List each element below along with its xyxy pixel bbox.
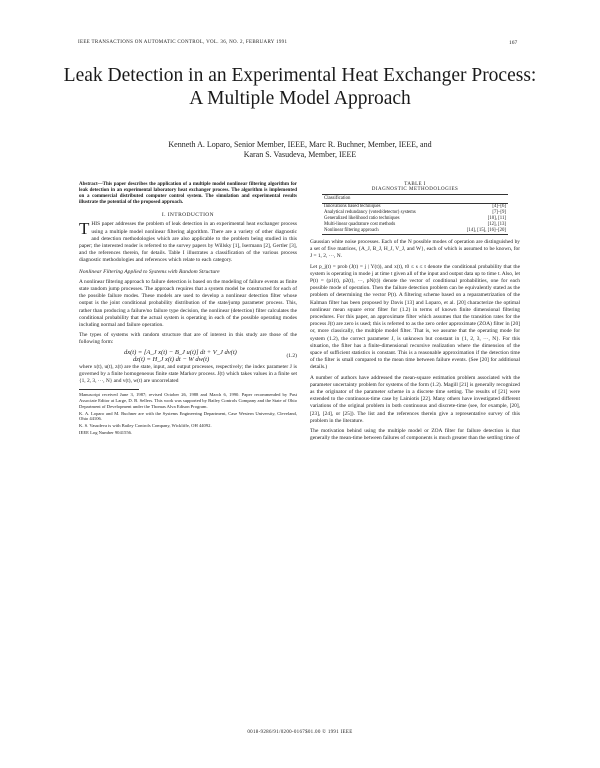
equation [79, 350, 297, 362]
introduction-heading: I. INTRODUCTION [161, 212, 215, 219]
equation-number: (1.2) [286, 352, 297, 359]
table-title: DIAGNOSTIC METHODOLOGIES [371, 187, 459, 192]
table-cell-method: Generalized likelihood ratio techniques [324, 216, 400, 221]
right-paragraph-3: A number of authors have addressed the mean-square estimation problem associated with the parameter uncertainty problem for systems of the form (1.2). Magill [21] is generally recognized as the originator of the parameter scheme in a discrete time setting. The results of [21] were extended to the continuous-time case by Lainiotis [22]. Many others have investigated different variations of the original problem in both continuous and discrete-time (see, for example, [20], [23], [24], or [25]). The list and the references therein give a representative survey of this problem in the literature. [310, 374, 520, 424]
left-column [79, 182, 297, 437]
subsection-paragraph-3: where x(t), u(t), z(t) are the state, input, and output processes, respectively; the index parameter J is governed by a finite homogeneous finite state Markov process. J(t) which takes values in a finite set {1, 2, 3, ···, N} and v(t), w(t) are uncorrelated [79, 363, 297, 385]
methodology-table [322, 194, 508, 235]
footnote-manuscript: Manuscript received June 3, 1987; revised October 26, 1988 and March 6, 1990. Paper recommended by Past Associate Editor at Large, D. B. Sellers. This work was supported by Bailey Controls Company and the State of Ohio Department of Development under the Thomas Alva Edison Program. [79, 392, 297, 409]
table-cell-method: Nonlinear filtering approach [322, 228, 450, 235]
paper-title: Leak Detection in an Experimental Heat Exchanger Process: A Multiple Model Approach [63, 65, 537, 109]
running-head: IEEE TRANSACTIONS ON AUTOMATIC CONTROL, VOL. 36, NO. 2, FEBRUARY 1991 [78, 40, 288, 45]
table-header-classification: Classification [322, 195, 450, 204]
table-cell-refs: [7]–[9] [492, 210, 506, 215]
introduction-paragraph [79, 221, 297, 264]
footnote-log-number: IEEE Log Number 9041556. [79, 430, 133, 436]
table-cell-method: Analytical redundancy (voted/detector) systems [324, 210, 416, 215]
footnote-affiliation-2: K. S. Vasudeva is with Bailey Controls Company, Wickliffe, OH 44092. [79, 423, 212, 429]
introduction-text: HIS paper addresses the problem of leak detection in an experimental heat exchanger process using a multiple model nonlinear filtering algorithm. There are a variety of other diagnostic and detection methodologies which are also applicable to the problem being studied in this paper; the interested reader is referred to the survey papers by Willsky [1], Isermann [2], Gertler [3], and the references therein, for details. Table I illustrates a classification of the various process diagnostic methodologies and references which relate to each category. [79, 221, 297, 264]
table-row [322, 228, 508, 235]
table-cell-method: Multi-linear quadrature cost methods [324, 222, 396, 227]
subsection-paragraph-1: A nonlinear filtering approach to failure detection is based on the modeling of failure events as finite state random jump processes. The approach requires that a system model be constructed for each of the possible failure modes. These models are used to develop a nonlinear detection filter whose output is the joint conditional probability distribution of the state/jump parameter process. This, rather than producing a failure/no failure type decision, the nonlinear (detection) filter calculates the conditional probability that the actual system is operating in each of the possible operating modes including normal and failure operation. [79, 278, 297, 329]
table-cell-refs: [10], [11] [487, 216, 506, 221]
author-line-2: Karan S. Vasudeva, Member, IEEE [243, 150, 357, 159]
right-paragraph-2: Let p_j(t) = prob (J(t) = j | Y(t)), and x(t), t0 ≤ s ≤ t denote the conditional probability that the system is operating in mode j at time t given all of the input and output data up to time t. Also, let P(t) = (p1(t), p2(t), ···, pN(t)) denote the vector of conditional probabilities, one for each possible mode of operation. Then the failure detection problem can be equivalently stated as the problem of determining the vector P(t). A filtering scheme based on a reparametrization of the Kalman filter has been proposed by Davis [13] and Loparo, et al. [20] characterize the optimal nonlinear mean square error filter for (1.2) in terms of known finite dimensional filtering procedures. For this paper, an approximate filter which assumes that the transition rates for the process J(t) are zero is used; this is referred to as the zero order approximate (ZOA) filter in [20] or, more classically, the multiple model filter. That is, we assume that the operating mode for system (1.2), the correct parameter J, is unknown but constant in {1, 2, 3, ···, N}. For this situation, the filter has a finite-dimensional recursive realization where the dimension of the space of sufficient statistics is constant. This is a reasonable approximation if the detection time of the filter is small compared to the mean time between failure events. (See [20] for additional details.) [310, 263, 520, 371]
table-header-row [322, 195, 508, 204]
drop-cap: T [79, 219, 90, 239]
author-line-1: Kenneth A. Loparo, Senior Member, IEEE, Marc R. Buchner, Member, IEEE, and [168, 140, 432, 149]
right-paragraph-1: Gaussian white noise processes. Each of the N possible modes of operation are distinguished by a set of five matrices, {A_J, B_J, H_J, V_J, and W}, each of which is assumed to be known, for J = 1, 2, ···, N. [310, 239, 520, 260]
subsection-heading: Nonlinear Filtering Applied to Systems with Random Structure [79, 268, 220, 275]
right-column [310, 182, 520, 445]
table-cell-refs: [12], [13] [487, 222, 506, 227]
copyright-footer: 0018-9286/91/0200-0167$01.00 © 1991 IEEE [247, 730, 353, 735]
subsection-paragraph-2: The types of systems with random structure that are of interest in this study are those of the following form: [79, 332, 297, 346]
table-cell-method: Innovations based techniques [324, 204, 381, 209]
footnote-affiliation-1: K. A. Loparo and M. Buchner are with the Systems Engineering Department, Case Western University, Cleveland, Ohio 44106. [79, 410, 297, 422]
table-header-refs [450, 195, 508, 204]
methodology-table-block [322, 182, 508, 235]
right-paragraph-4: The motivation behind using the multiple model or ZOA filter for failure detection is that generally the mean-time between failures of components is much greater than the settling time of [310, 428, 520, 442]
equation-line-1: dx(t) = [A_J x(t) − B_J u(t)] dt + V_J dv(t) [124, 348, 237, 356]
abstract: Abstract—This paper describes the application of a multiple model nonlinear filtering algorithm for leak detection in an experimental laboratory heat exchanger process. The algorithm is implemented on a commercial distributed computer control system. The simulation and experimental results illustrate the potential of the proposed approach. [79, 182, 297, 206]
table-cell-refs: [14], [15], [16]–[20] [450, 228, 508, 235]
equation-line-2: dz(t) = H_J x(t) dt − W dw(t) [133, 355, 210, 363]
page-number: 167 [509, 40, 518, 46]
table-label: TABLE I [404, 182, 426, 187]
author-block [90, 140, 510, 160]
footnote-divider [79, 389, 139, 390]
table-cell-refs: [4]–[6] [492, 204, 506, 209]
